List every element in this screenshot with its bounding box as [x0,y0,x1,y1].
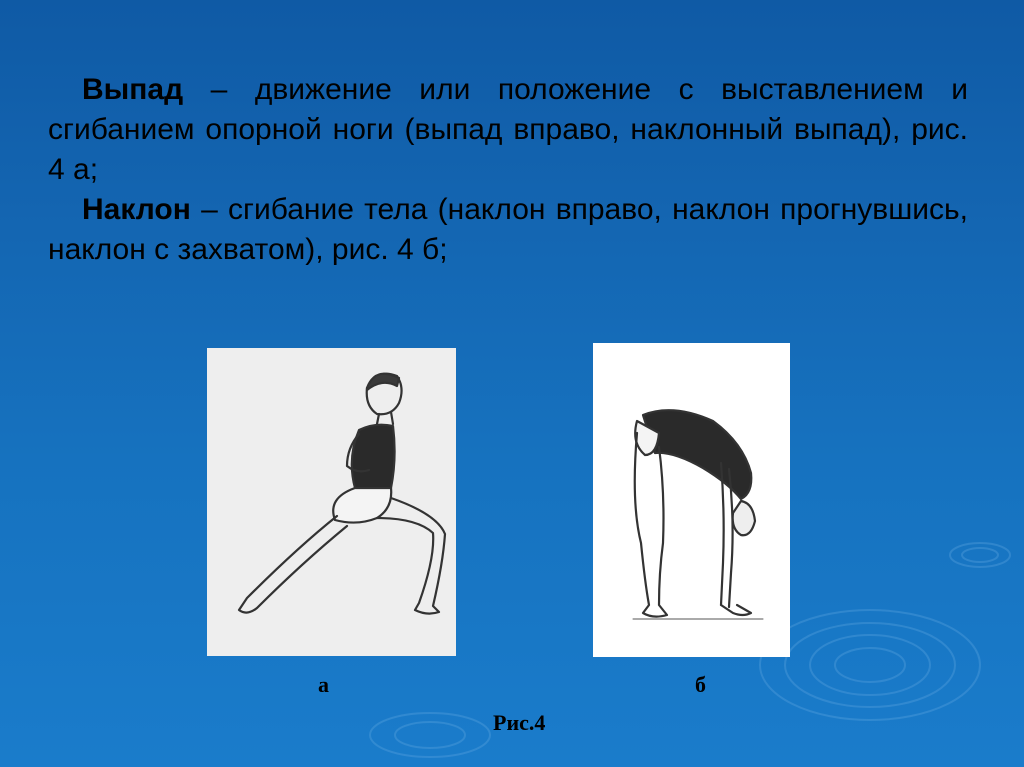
definitions-text [48,70,968,270]
figure-b-caption: б [695,672,706,697]
figure-a-lunge-image [207,348,456,656]
figure-caption: Рис.4 [493,710,546,735]
definition-lunge-text: – движение или положение с выставлением и сгибанием опорной ноги (выпад вправо, наклонный выпад), рис. 4 а; [48,73,968,186]
term-lunge: Выпад [82,73,184,106]
definition-bend-text: – сгибание тела (наклон вправо, наклон прогнувшись, наклон с захватом), рис. 4 б; [48,193,968,266]
definition-lunge [48,70,968,190]
lunge-figure-drawing [207,348,456,656]
figure-b-bend-image [593,343,790,657]
term-bend: Наклон [82,193,191,226]
definition-bend [48,190,968,270]
forward-bend-figure-drawing [593,343,790,657]
figure-a-caption: а [318,672,329,697]
